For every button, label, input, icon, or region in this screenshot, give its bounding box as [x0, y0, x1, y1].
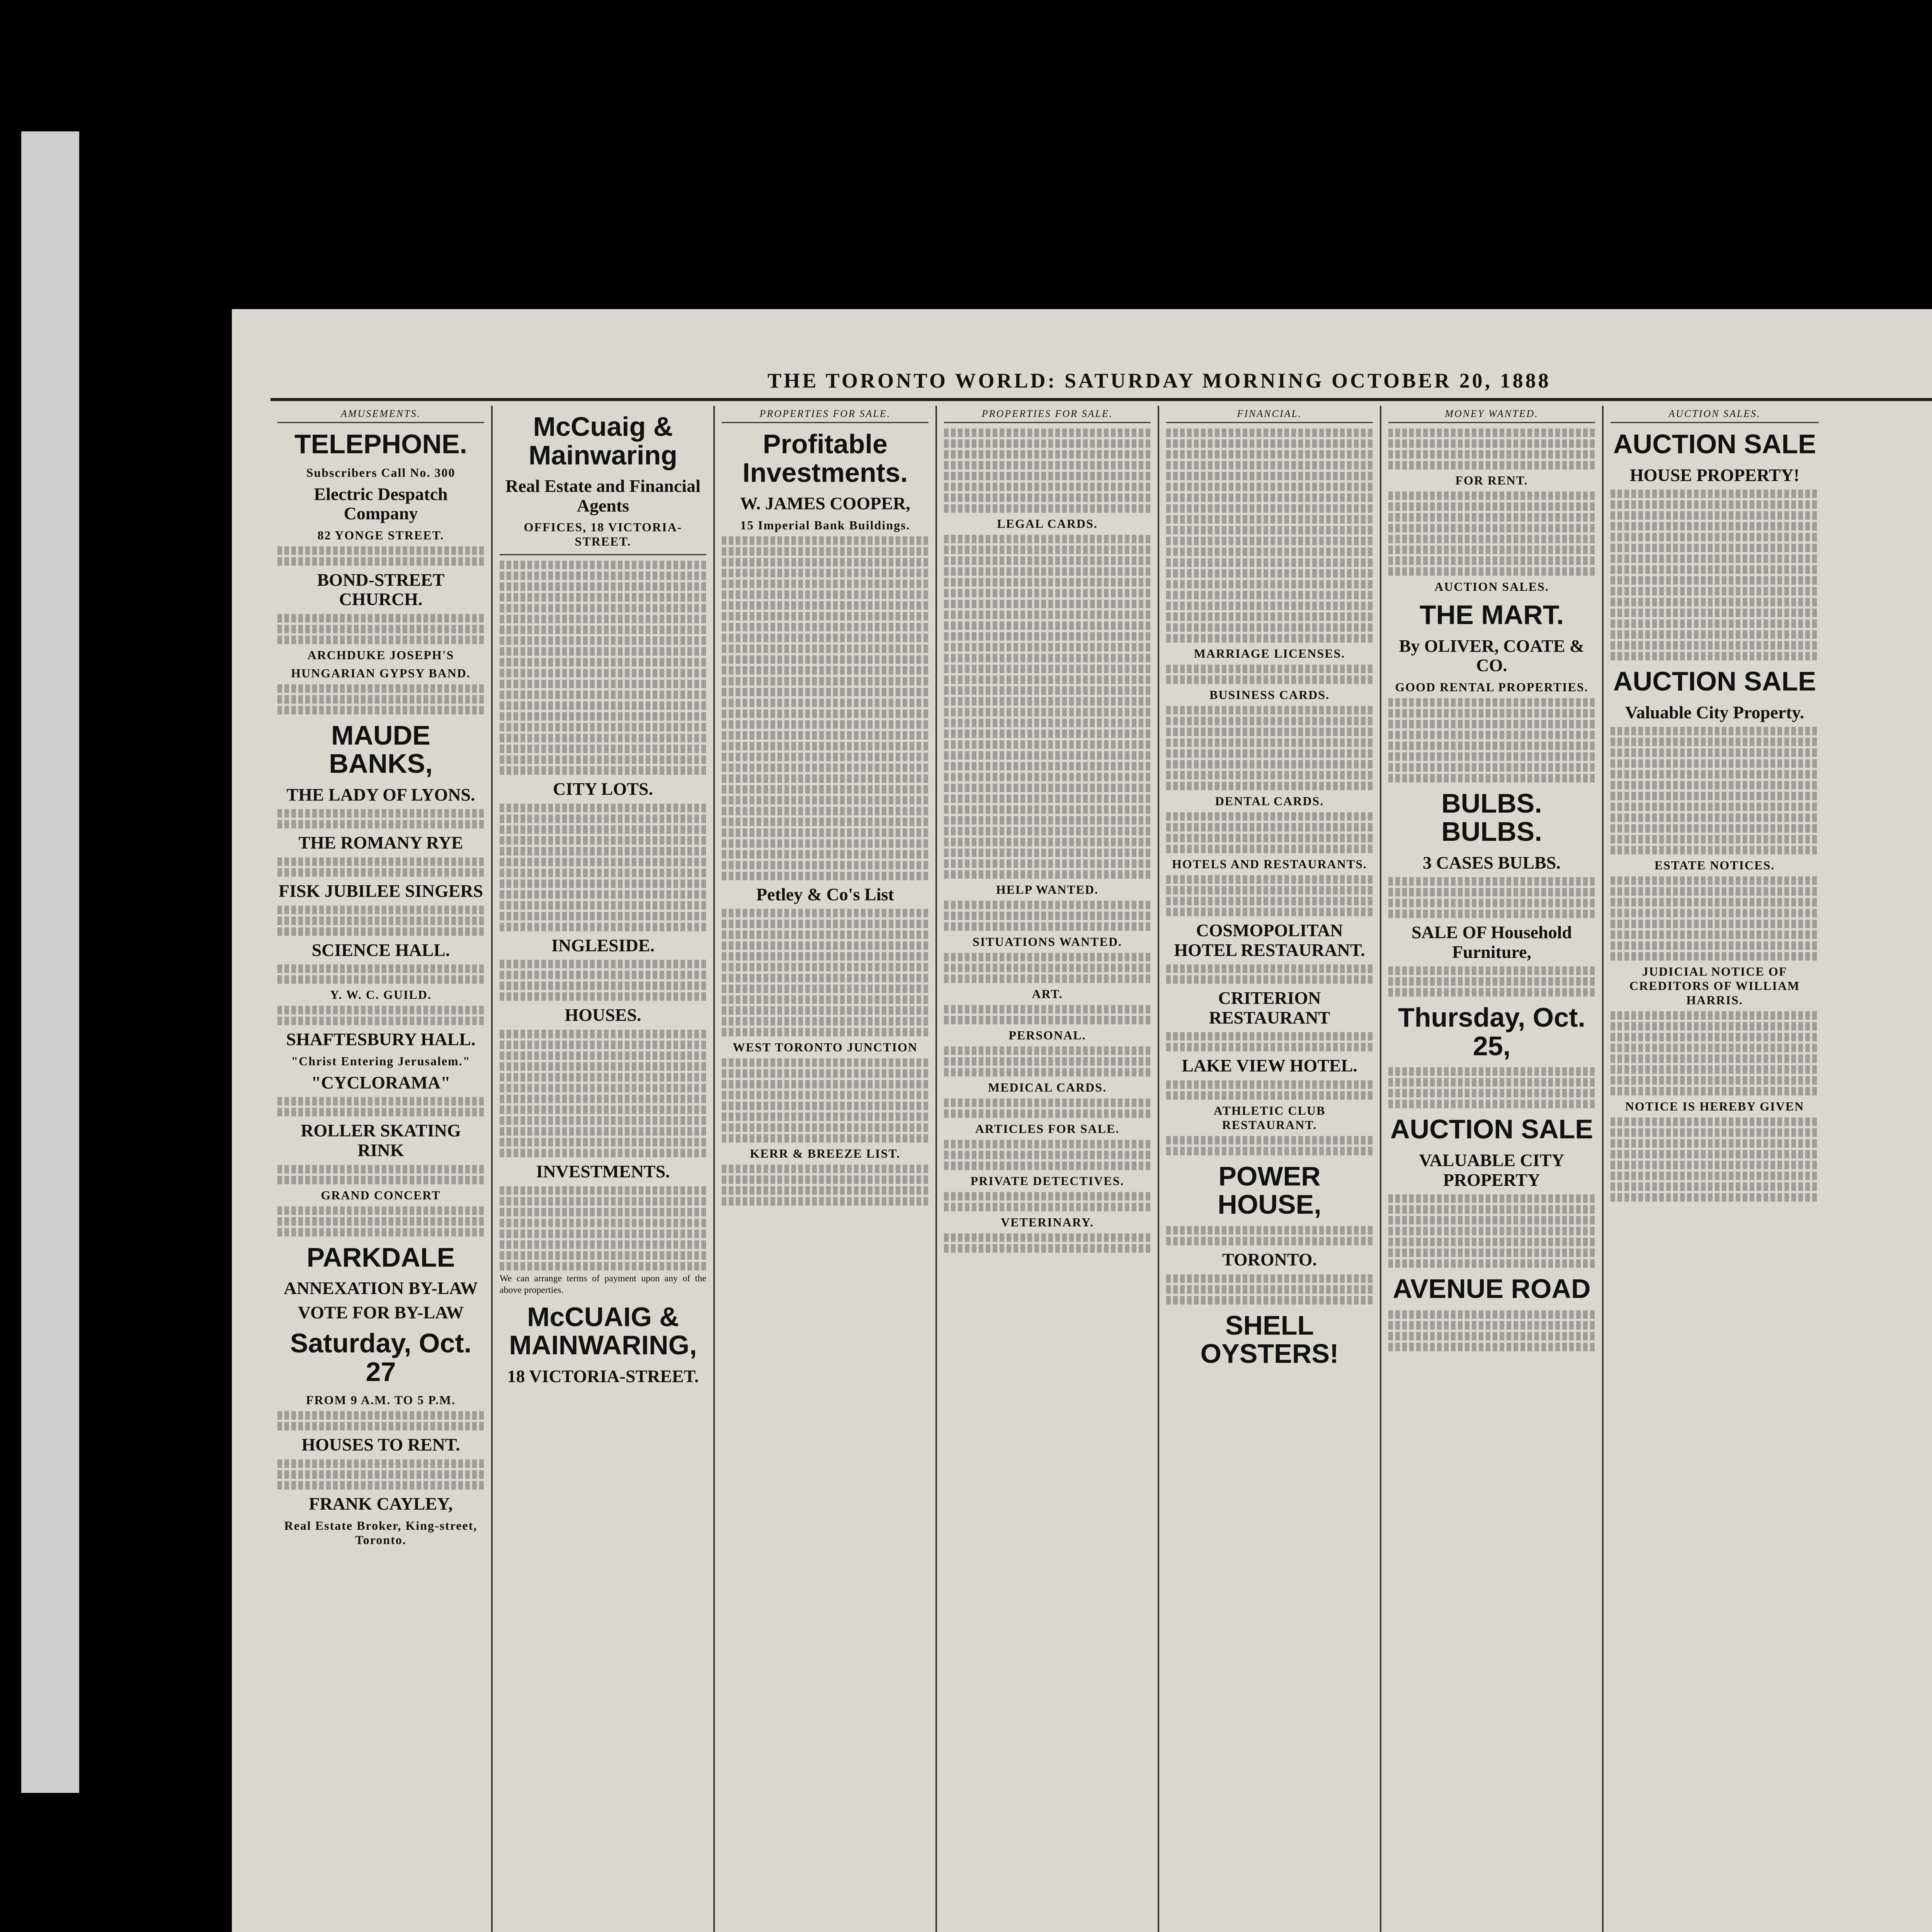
science-hall: SCIENCE HALL.	[311, 940, 450, 960]
firm-subtitle: Real Estate and Financial Agents	[505, 476, 701, 515]
firm-address-bottom: 18 VICTORIA-STREET.	[507, 1366, 699, 1386]
column-heading: PROPERTIES FOR SALE.	[944, 406, 1151, 423]
ingleside-heading: INGLESIDE.	[551, 935, 655, 955]
articles-for-sale: ARTICLES FOR SALE.	[975, 1122, 1120, 1136]
vote-for-bylaw: VOTE FOR BY-LAW	[298, 1302, 464, 1322]
toronto-heading: TORONTO.	[1222, 1249, 1317, 1269]
bond-street-church: BOND-STREET CHURCH.	[317, 570, 445, 609]
cooper-address: 15 Imperial Bank Buildings.	[740, 518, 910, 532]
hotels-restaurants: HOTELS AND RESTAURANTS.	[1172, 857, 1367, 871]
criterion-restaurant: CRITERION RESTAURANT	[1209, 988, 1330, 1027]
kerr-breeze-list: KERR & BREEZE LIST.	[750, 1146, 901, 1161]
column-heading: AUCTION SALES.	[1611, 406, 1819, 423]
jerusalem-title: "Christ Entering Jerusalem."	[291, 1054, 471, 1068]
legal-cards: LEGAL CARDS.	[997, 517, 1098, 531]
cayley-sub: Real Estate Broker, King-street, Toronto.	[284, 1518, 478, 1547]
masthead-title: THE TORONTO WORLD: SATURDAY MORNING OCTOBER 20, 1888	[767, 369, 1551, 392]
profitable-investments: Profitable Investments.	[742, 429, 908, 488]
fisk-jubilee: FISK JUBILEE SINGERS	[278, 881, 483, 901]
private-detectives: PRIVATE DETECTIVES.	[970, 1174, 1124, 1188]
petley-list: Petley & Co's List	[756, 884, 894, 904]
column-heading: MONEY WANTED.	[1388, 406, 1595, 423]
column-properties	[715, 406, 937, 1932]
firm-bottom: McCUAIG & MAINWARING,	[509, 1301, 697, 1361]
column-heading: PROPERTIES FOR SALE.	[722, 406, 929, 423]
notice-given: NOTICE IS HEREBY GIVEN	[1625, 1099, 1804, 1114]
firm-offices: OFFICES, 18 VICTORIA-STREET.	[524, 520, 682, 549]
auction-sale-valuable: AUCTION SALE	[1613, 666, 1816, 697]
valuable-city-property: VALUABLE CITY PROPERTY	[1419, 1150, 1565, 1190]
column-auctions	[1381, 406, 1604, 1932]
annexation-bylaw: ANNEXATION BY-LAW	[284, 1278, 478, 1298]
parkdale: PARKDALE	[306, 1242, 455, 1272]
rental-properties: GOOD RENTAL PROPERTIES.	[1395, 680, 1588, 694]
archduke-heading: ARCHDUKE JOSEPH'S	[307, 648, 454, 662]
houses-to-rent: HOUSES TO RENT.	[301, 1435, 460, 1455]
maude-banks: MAUDE BANKS,	[329, 720, 433, 779]
grand-concert: GRAND CONCERT	[321, 1188, 441, 1202]
frank-cayley: FRANK CAYLEY,	[309, 1493, 453, 1514]
columns	[270, 406, 1932, 1932]
firm-name: McCuaig & Mainwaring	[528, 412, 678, 470]
column-mccuaig	[493, 406, 715, 1932]
oliver-coate: By OLIVER, COATE & CO.	[1399, 636, 1585, 675]
athletic-club: ATHLETIC CLUB RESTAURANT.	[1213, 1103, 1326, 1132]
despatch-address: 82 YONGE STREET.	[317, 528, 444, 542]
veterinary: VETERINARY.	[1000, 1215, 1094, 1229]
investments-heading: INVESTMENTS.	[536, 1161, 670, 1181]
valuable-city-property-2: Valuable City Property.	[1625, 702, 1804, 722]
auction-sales-heading: AUCTION SALES.	[1434, 580, 1549, 594]
medical-cards: MEDICAL CARDS.	[988, 1080, 1107, 1094]
west-toronto-junction: WEST TORONTO JUNCTION	[733, 1040, 918, 1054]
shell-oysters: SHELL OYSTERS!	[1200, 1310, 1339, 1369]
city-lots-heading: CITY LOTS.	[553, 779, 653, 799]
thursday-date: Thursday, Oct. 25,	[1398, 1002, 1585, 1061]
estate-notices: ESTATE NOTICES.	[1654, 858, 1775, 872]
power-house: POWER HOUSE,	[1218, 1161, 1321, 1220]
dental-cards: DENTAL CARDS.	[1215, 794, 1324, 808]
auction-sale-house: AUCTION SALE	[1613, 429, 1816, 459]
the-mart: THE MART.	[1419, 600, 1564, 630]
avenue-road: AVENUE ROAD	[1393, 1274, 1591, 1304]
column-financial	[1159, 406, 1381, 1932]
houses-heading: HOUSES.	[565, 1005, 641, 1025]
closing-text: We can arrange terms of payment upon any of the above properties.	[500, 1273, 706, 1295]
household-furniture: SALE OF Household Furniture,	[1412, 922, 1572, 962]
masthead	[270, 363, 1932, 401]
lady-of-lyons: THE LADY OF LYONS.	[286, 784, 475, 804]
vote-hours: FROM 9 A.M. TO 5 P.M.	[306, 1393, 456, 1407]
romany-rye: THE ROMANY RYE	[298, 833, 463, 853]
house-property: HOUSE PROPERTY!	[1629, 465, 1800, 485]
for-rent: FOR RENT.	[1455, 473, 1528, 487]
lake-view-hotel: LAKE VIEW HOTEL.	[1182, 1056, 1357, 1076]
telephone-sub: Subscribers Call No. 300	[306, 465, 456, 480]
column-heading: FINANCIAL.	[1166, 406, 1373, 423]
column-heading: AMUSEMENTS.	[277, 406, 484, 423]
personal-heading: PERSONAL.	[1009, 1028, 1086, 1042]
business-cards: BUSINESS CARDS.	[1209, 688, 1330, 702]
vote-date: Saturday, Oct. 27	[290, 1328, 472, 1387]
despatch-heading: Electric Despatch Company	[314, 484, 448, 524]
newspaper-page	[232, 309, 1932, 1932]
shaftesbury-hall: SHAFTESBURY HALL.	[286, 1029, 476, 1049]
column-legal	[937, 406, 1159, 1932]
ywc-guild: Y. W. C. GUILD.	[330, 988, 432, 1002]
telephone-heading: TELEPHONE.	[294, 429, 468, 459]
roller-skating-rink: ROLLER SKATING RINK	[301, 1121, 461, 1160]
cooper-name: W. JAMES COOPER,	[740, 493, 910, 513]
gypsy-band: HUNGARIAN GYPSY BAND.	[291, 666, 471, 680]
cyclorama: "CYCLORAMA"	[311, 1072, 451, 1092]
column-amusements	[270, 406, 493, 1932]
column-notices	[1604, 406, 1826, 1932]
auction-sale-city: AUCTION SALE	[1390, 1114, 1593, 1145]
cosmopolitan-hotel: COSMOPOLITAN HOTEL RESTAURANT.	[1174, 920, 1365, 960]
cases-bulbs: 3 CASES BULBS.	[1423, 852, 1561, 872]
bulbs-heading: BULBS. BULBS.	[1441, 788, 1542, 847]
help-wanted: HELP WANTED.	[996, 883, 1099, 896]
marriage-licenses: MARRIAGE LICENSES.	[1194, 646, 1345, 660]
scan-edge	[21, 131, 79, 1793]
judicial-notice: JUDICIAL NOTICE OF CREDITORS OF WILLIAM HARRIS.	[1629, 964, 1800, 1007]
situations-wanted: SITUATIONS WANTED.	[973, 935, 1122, 949]
art-heading: ART.	[1032, 987, 1063, 1001]
